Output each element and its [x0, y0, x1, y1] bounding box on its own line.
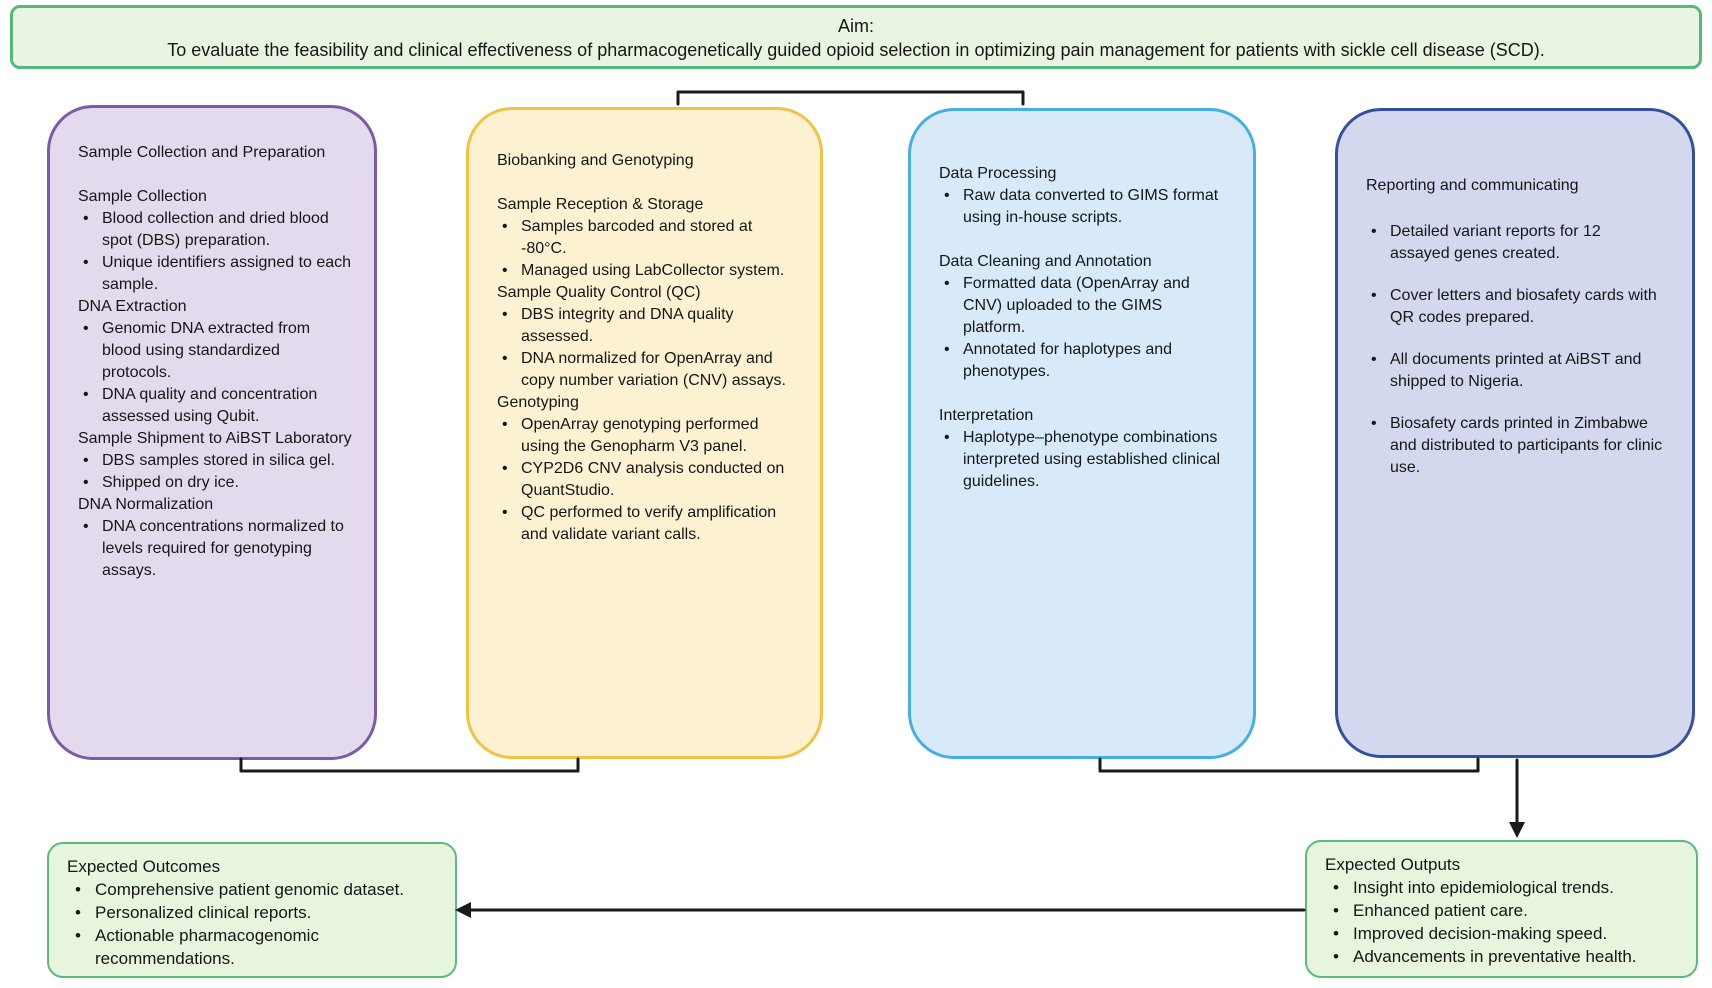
- bullet-item: • Personalized clinical reports.: [67, 901, 439, 924]
- aim-box: [10, 5, 1702, 69]
- bullet-item: • Cover letters and biosafety cards with QR codes prepared.: [1366, 285, 1664, 329]
- bullet-item: • Haplotype–phenotype combinations interpreted using established clinical guidelines.: [939, 427, 1223, 493]
- bullet-item: • QC performed to verify amplification and validate variant calls.: [497, 502, 790, 546]
- section-heading: Genotyping: [497, 394, 579, 411]
- section-data-cleaning-annotation: [939, 251, 1223, 383]
- aim-text: To evaluate the feasibility and clinical effectiveness of pharmacogenetically guided opioid selection in optimizing pain management for patients with sickle cell disease (SCD).: [167, 40, 1545, 60]
- bullet-item: • Samples barcoded and stored at -80°C.: [497, 216, 790, 260]
- bullet-item: • Actionable pharmacogenomic recommendations.: [67, 924, 439, 970]
- bullet-item: • DNA quality and concentration assessed using Qubit.: [78, 384, 352, 428]
- top-bracket-connector: [678, 92, 1023, 104]
- bullet-item: • Insight into epidemiological trends.: [1325, 876, 1680, 899]
- bullet-item: • All documents printed at AiBST and shipped to Nigeria.: [1366, 349, 1664, 393]
- bullet-item: • Raw data converted to GIMS format using in-house scripts.: [939, 185, 1223, 229]
- bullet-item: • Genomic DNA extracted from blood using standardized protocols.: [78, 318, 352, 384]
- column-reporting-communicating: [1335, 108, 1695, 758]
- section-sample-shipment: [78, 428, 352, 494]
- section-heading: Data Cleaning and Annotation: [939, 253, 1152, 270]
- section-dna-extraction: [78, 296, 352, 428]
- bullet-item: • Formatted data (OpenArray and CNV) uploaded to the GIMS platform.: [939, 273, 1223, 339]
- column-title: Biobanking and Genotyping: [497, 152, 694, 169]
- section-heading: Data Processing: [939, 165, 1057, 182]
- bottom-left-bracket-connector: [241, 759, 578, 771]
- column-title: Reporting and communicating: [1366, 177, 1579, 194]
- bullet-item: • Unique identifiers assigned to each sample.: [78, 252, 352, 296]
- section-dna-normalization: [78, 494, 352, 582]
- left-arrowhead: [455, 902, 471, 918]
- bullet-item: • DBS samples stored in silica gel.: [78, 450, 352, 472]
- section-interpretation: [939, 405, 1223, 493]
- section-heading: Sample Reception & Storage: [497, 196, 704, 213]
- down-arrowhead: [1509, 822, 1525, 838]
- section-heading: Sample Quality Control (QC): [497, 284, 701, 301]
- column-biobanking-genotyping: [466, 107, 823, 759]
- bullet-item: • DNA concentrations normalized to levels required for genotyping assays.: [78, 516, 352, 582]
- bottom-right-bracket-connector: [1100, 759, 1478, 771]
- bullet-item: • Improved decision-making speed.: [1325, 922, 1680, 945]
- bullet-item: • Detailed variant reports for 12 assayed genes created.: [1366, 221, 1664, 265]
- bullet-item: • DNA normalized for OpenArray and copy number variation (CNV) assays.: [497, 348, 790, 392]
- section-data-processing: [939, 163, 1223, 229]
- bullet-item: • Blood collection and dried blood spot (DBS) preparation.: [78, 208, 352, 252]
- bullet-item: • Comprehensive patient genomic dataset.: [67, 878, 439, 901]
- bullet-item: • Advancements in preventative health.: [1325, 945, 1680, 968]
- column-title: Sample Collection and Preparation: [78, 144, 326, 161]
- section-sample-qc: [497, 282, 790, 392]
- section-heading: DNA Extraction: [78, 298, 187, 315]
- aim-heading: Aim:: [838, 16, 874, 36]
- section-heading: Sample Collection: [78, 188, 207, 205]
- section-sample-collection: [78, 186, 352, 296]
- bullet-item: • Shipped on dry ice.: [78, 472, 352, 494]
- section-heading: DNA Normalization: [78, 496, 214, 513]
- section-heading: Interpretation: [939, 407, 1034, 424]
- column-data-processing: [908, 108, 1256, 759]
- section-genotyping: [497, 392, 790, 546]
- section-heading: Sample Shipment to AiBST Laboratory: [78, 430, 352, 447]
- bullet-item: • Biosafety cards printed in Zimbabwe and distributed to participants for clinic use.: [1366, 413, 1664, 479]
- bullet-item: • OpenArray genotyping performed using the Genopharm V3 panel.: [497, 414, 790, 458]
- bullet-item: • Enhanced patient care.: [1325, 899, 1680, 922]
- outputs-title: Expected Outputs: [1325, 855, 1461, 874]
- bullet-item: • Annotated for haplotypes and phenotypes.: [939, 339, 1223, 383]
- column-sample-collection-preparation: [47, 105, 377, 760]
- bullet-item: • DBS integrity and DNA quality assessed.: [497, 304, 790, 348]
- box-expected-outputs: [1305, 840, 1698, 978]
- section-sample-reception-storage: [497, 194, 790, 282]
- bullet-item: • Managed using LabCollector system.: [497, 260, 790, 282]
- bullet-item: • CYP2D6 CNV analysis conducted on QuantStudio.: [497, 458, 790, 502]
- outcomes-title: Expected Outcomes: [67, 857, 221, 876]
- box-expected-outcomes: [47, 842, 457, 978]
